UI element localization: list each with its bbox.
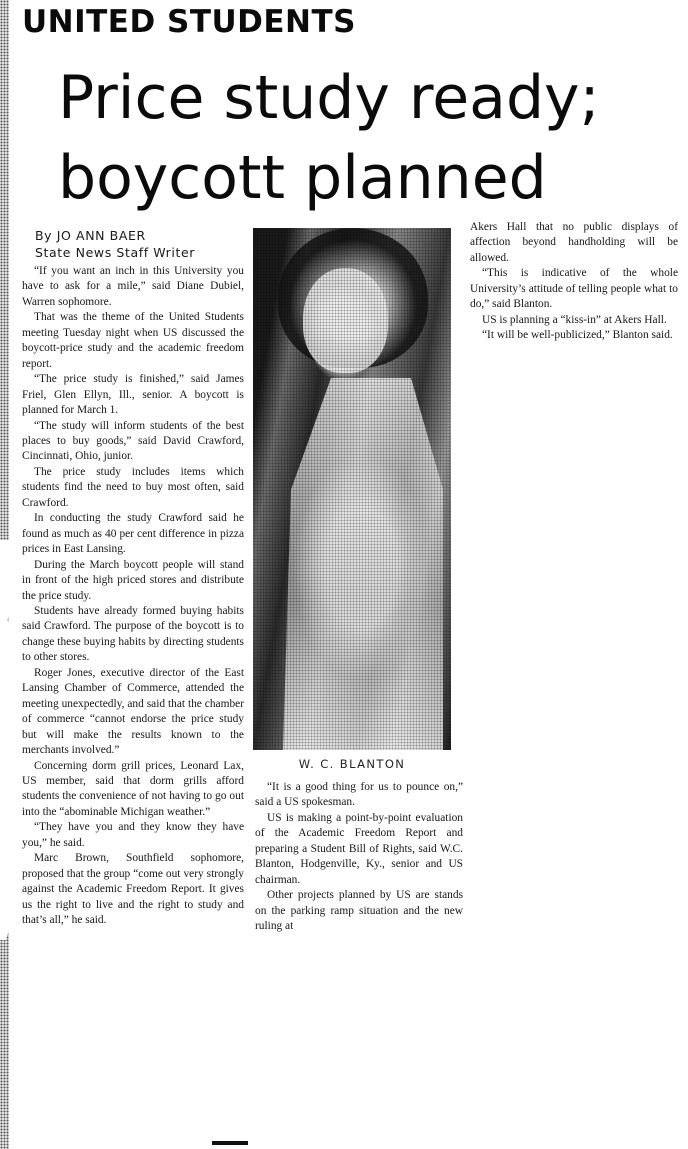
- paragraph: “It is a good thing for us to pounce on,” said a US spokesman.: [255, 781, 463, 809]
- paragraph: US is planning a “kiss-in” at Akers Hall.: [482, 313, 667, 326]
- paragraph: The price study includes items which students find the need to buy most often, said Crawford.: [22, 465, 244, 509]
- paragraph: Concerning dorm grill prices, Leonard Lax, US member, said that dorm grills afford students the convenience of not having to go out into the “abominable Michigan weather.”: [22, 759, 244, 818]
- section-label: UNITED STUDENTS: [22, 4, 356, 40]
- article-column-3: [470, 220, 678, 344]
- paragraph: “This is indicative of the whole University’s attitude of telling people what to do,” said Blanton.: [470, 267, 678, 311]
- paragraph: “The price study is finished,” said James Friel, Glen Ellyn, Ill., senior. A boycott is planned for March 1.: [22, 373, 244, 417]
- headline-line-2: boycott planned: [58, 143, 547, 213]
- paragraph: Akers Hall that no public displays of affection beyond handholding will be allowed.: [470, 221, 678, 264]
- paragraph: “The study will inform students of the best places to buy goods,” said David Crawford, Cincinnati, Ohio, junior.: [22, 419, 244, 463]
- article-column-1: [22, 264, 244, 928]
- paragraph: Other projects planned by US are stands on the parking ramp situation and the new ruling at: [255, 889, 463, 933]
- photo-caption: W. C. BLANTON: [298, 757, 406, 771]
- paragraph: “It will be well-publicized,” Blanton said.: [482, 329, 673, 342]
- paragraph: US is making a point-by-point evaluation of the Academic Freedom Report and preparing a Student Bill of Rights, said W.C. Blanton, Hodgenville, Ky., senior and US chairman.: [255, 811, 463, 886]
- paragraph: Students have already formed buying habits said Crawford. The purpose of the boycott is to change these buying habits by directing students to other stores.: [22, 604, 244, 664]
- paragraph: In conducting the study Crawford said he found as much as 40 per cent difference in pizza prices in East Lansing.: [22, 512, 244, 556]
- paragraph: Roger Jones, executive director of the East Lansing Chamber of Commerce, attended the meeting unexpectedly, and said that the chamber of commerce “cannot endorse the price study but will make the results known to the merchants involved.”: [22, 666, 244, 757]
- byline-role: State News Staff Writer: [35, 245, 196, 260]
- headline-line-1: Price study ready;: [58, 63, 600, 133]
- end-rule: [212, 1141, 248, 1145]
- paragraph: “If you want an inch in this University you have to ask for a mile,” said Diane Dubiel, Warren sophomore.: [22, 265, 244, 308]
- paragraph: During the March boycott people will stand in front of the high priced stores and distribute the price study.: [22, 558, 244, 602]
- article-column-2: [255, 780, 463, 935]
- paragraph: Marc Brown, Southfield sophomore, proposed that the group “come out very strongly against the Academic Freedom Report. It gives us the right to live and the right to study and that’s all,” he said.: [22, 852, 244, 927]
- photo-grain: [253, 228, 451, 750]
- paragraph: “They have you and they know they have you,” he said.: [22, 821, 244, 849]
- byline-author: By JO ANN BAER: [35, 228, 146, 243]
- paragraph: That was the theme of the United Students meeting Tuesday night when US discussed the boycott-price study and the academic freedom report.: [22, 311, 244, 370]
- portrait-photo: [253, 228, 451, 750]
- headline: [58, 58, 600, 218]
